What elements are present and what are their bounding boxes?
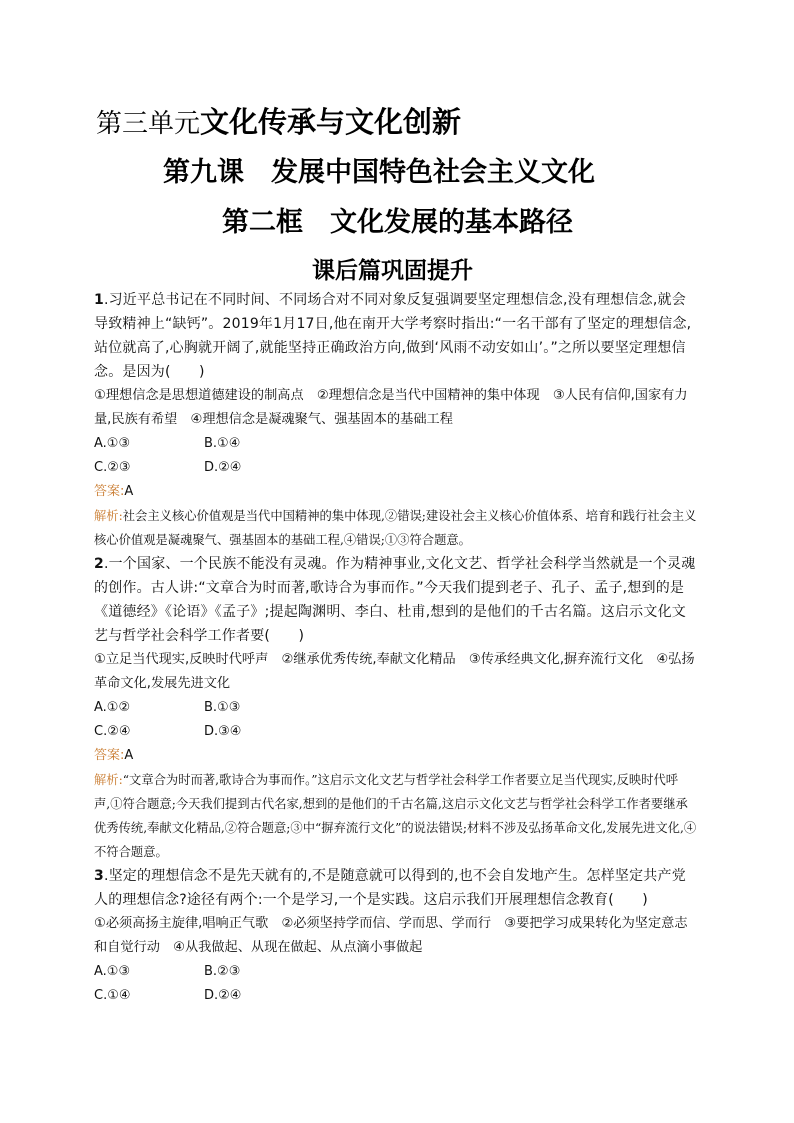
explanation-text: 社会主义核心价值观是当代中国精神的集中体现,②错误;建设社会主义核心价值体系、培育和践行社会主义核心价值观是凝魂聚气、强基固本的基础工程,④错误;①③符合题意。 — [94, 509, 697, 547]
explanation-text: “文章合为时而著,歌诗合为事而作。”这启示文化文艺与哲学社会科学工作者要立足当代现实,反映时代呼声,①符合题意;今天我们提到古代名家,想到的是他们的千古名篇,这启示文化文艺与哲学社会科学工作者要继承优秀传统,奉献文化精品,②符合题意;③中“摒弃流行文化”的说法错误;材料不涉及弘扬革命文化,发展先进文化,④不符合题意。 — [94, 773, 697, 859]
question-list — [94, 288, 700, 1008]
choice-a: A.①③ — [94, 436, 131, 451]
choice-d: D.②④ — [204, 988, 242, 1003]
question-2 — [94, 552, 700, 864]
answer-label: 答案: — [94, 484, 125, 499]
choice-c: C.①④ — [94, 988, 131, 1003]
answer-choices — [94, 984, 700, 1008]
question-text: .一个国家、一个民族不能没有灵魂。作为精神事业,文化文艺、哲学社会科学当然就是一个灵魂的创作。古人讲:“文章合为时而著,歌诗合为事而作。”今天我们提到老子、孔子、孟子,想到的是《道德经》《论语》《孟子》;提起陶渊明、李白、杜甫,想到的是他们的千古名篇。这启示文化文艺与哲学社会科学工作者要( ) — [94, 556, 696, 644]
answer-value: A — [124, 484, 134, 499]
explanation — [94, 504, 700, 552]
question-number: 2 — [94, 556, 104, 572]
frame-title: 第二框 文化发展的基本路径 — [222, 207, 573, 238]
choice-a: A.①② — [94, 700, 131, 715]
question-options: ①理想信念是思想道德建设的制高点 ②理想信念是当代中国精神的集中体现 ③人民有信仰,国家有力量,民族有希望 ④理想信念是凝魂聚气、强基固本的基础工程 — [94, 388, 688, 427]
choice-b: B.②③ — [204, 964, 241, 979]
question-number: 1 — [94, 292, 104, 308]
choice-d: D.③④ — [204, 724, 242, 739]
explanation-label: 解析: — [94, 509, 123, 523]
section-title: 课后篇巩固提升 — [312, 258, 473, 284]
question-number: 3 — [94, 868, 104, 884]
unit-number: 第三单元 — [96, 109, 201, 139]
question-stem — [94, 288, 700, 384]
question-3 — [94, 864, 700, 1008]
answer-line — [94, 480, 700, 504]
explanation-label: 解析: — [94, 773, 123, 787]
answer-choices — [94, 720, 700, 744]
question-stem — [94, 864, 700, 912]
choice-b: B.①③ — [204, 700, 241, 715]
unit-name: 文化传承与文化创新 — [200, 105, 462, 139]
question-text: .坚定的理想信念不是先天就有的,不是随意就可以得到的,也不会自发地产生。怎样坚定共产党人的理想信念?途径有两个:一个是学习,一个是实践。这启示我们开展理想信念教育( ) — [94, 868, 686, 908]
answer-label: 答案: — [94, 748, 125, 763]
question-options: ①必须高扬主旋律,唱响正气歌 ②必须坚持学而信、学而思、学而行 ③要把学习成果转化为坚定意志和自觉行动 ④从我做起、从现在做起、从点滴小事做起 — [94, 916, 688, 955]
question-options: ①立足当代现实,反映时代呼声 ②继承优秀传统,奉献文化精品 ③传承经典文化,摒弃流行文化 ④弘扬革命文化,发展先进文化 — [94, 652, 695, 691]
answer-choices — [94, 960, 700, 984]
answer-value: A — [124, 748, 134, 763]
choice-c: C.②③ — [94, 460, 131, 475]
choice-c: C.②④ — [94, 724, 131, 739]
answer-choices — [94, 432, 700, 456]
question-stem — [94, 552, 700, 648]
unit-title — [96, 100, 461, 141]
answer-choices — [94, 456, 700, 480]
choice-a: A.①③ — [94, 964, 131, 979]
answer-line — [94, 744, 700, 768]
explanation — [94, 768, 700, 864]
choice-b: B.①④ — [204, 436, 241, 451]
choice-d: D.②④ — [204, 460, 242, 475]
question-1 — [94, 288, 700, 552]
answer-choices — [94, 696, 700, 720]
lesson-title: 第九课 发展中国特色社会主义文化 — [163, 157, 595, 188]
question-text: .习近平总书记在不同时间、不同场合对不同对象反复强调要坚定理想信念,没有理想信念,就会导致精神上“缺钙”。2019年1月17日,他在南开大学考察时指出:“一名干部有了坚定的理想信念,站位就高了,心胸就开阔了,就能坚持正确政治方向,做到‘风雨不动安如山’。”之所以要坚定理想信念。是因为( ) — [94, 292, 692, 380]
